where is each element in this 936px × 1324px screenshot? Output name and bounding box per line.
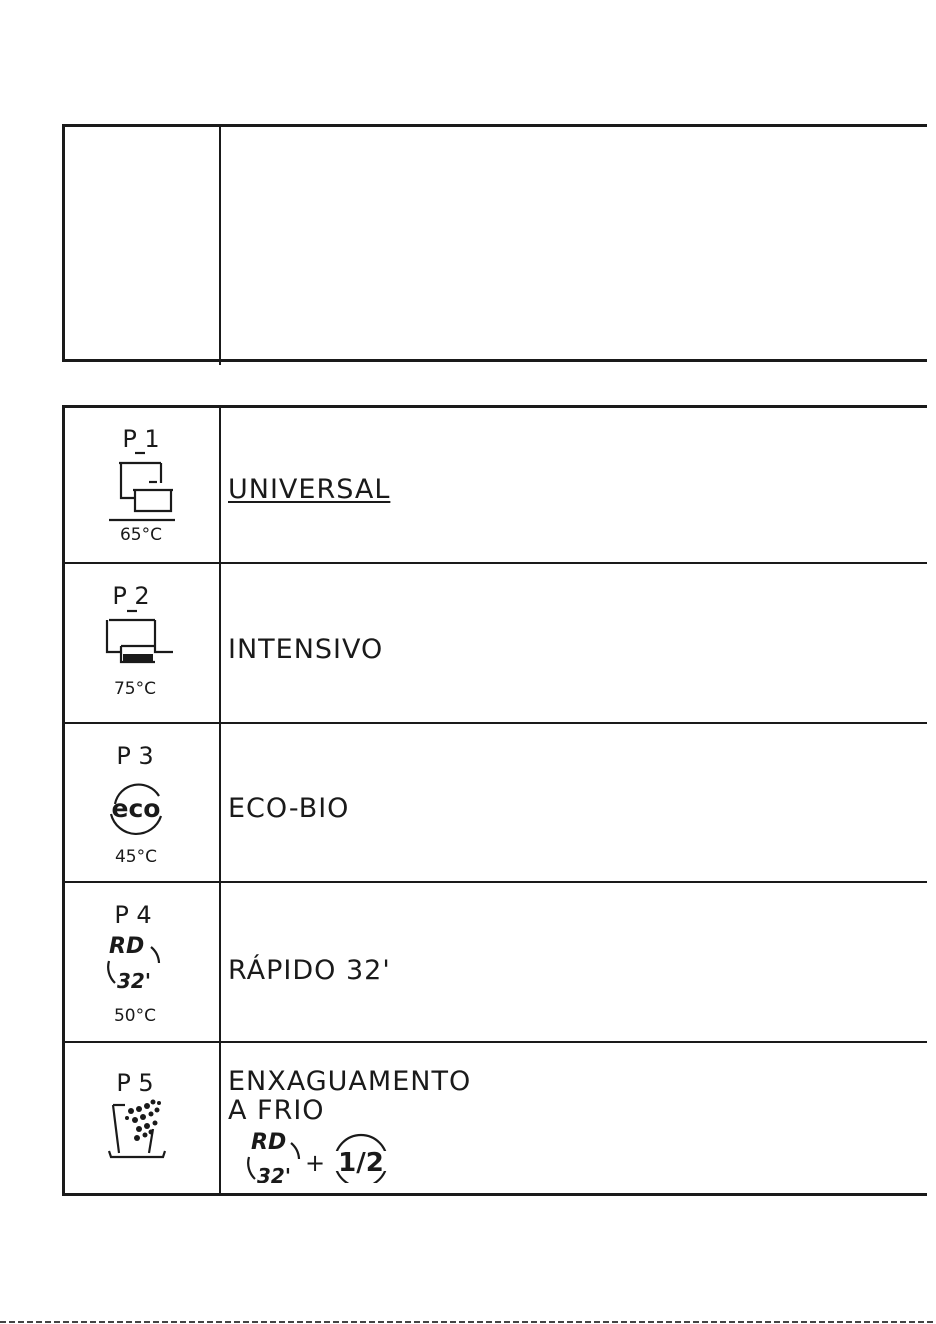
- program-table: [62, 405, 927, 1196]
- program-code: P 3: [116, 742, 154, 770]
- program-icon-cell: [65, 408, 219, 564]
- program-code: P 1: [122, 425, 160, 453]
- program-icon-cell: [65, 724, 219, 883]
- program-icon-cell: [65, 564, 219, 724]
- rapid-time: 32': [117, 969, 151, 993]
- program-name: INTENSIVO: [228, 634, 384, 665]
- program-icon-cell: [65, 883, 219, 1043]
- program-name-line1: ENXAGUAMENTO: [228, 1066, 472, 1097]
- column-divider: [219, 127, 221, 365]
- program-name: UNIVERSAL: [228, 474, 391, 505]
- program-name: [228, 1067, 471, 1125]
- eco-icon: [65, 724, 219, 883]
- rapid-icon: [65, 883, 219, 1043]
- rapid-label: RD: [109, 934, 145, 959]
- program-name: ECO-BIO: [228, 793, 350, 824]
- program-row-p1: [65, 408, 927, 564]
- program-icon-cell: [65, 1043, 219, 1196]
- rapid-label: RD: [251, 1130, 287, 1155]
- page-edge-dash: [0, 1321, 936, 1323]
- program-temp: 65°C: [119, 525, 163, 545]
- program-temp: 50°C: [113, 1006, 157, 1026]
- program-row-p3: [65, 724, 927, 883]
- header-table: [62, 124, 927, 362]
- program-row-p5: [65, 1043, 927, 1196]
- program-code: P 4: [114, 901, 152, 929]
- program-row-p4: [65, 883, 927, 1043]
- program-code: P 2: [112, 582, 150, 610]
- half-load-label: 1/2: [338, 1148, 384, 1178]
- rinse-glass-icon: [65, 1043, 219, 1196]
- program-row-p2: [65, 564, 927, 724]
- eco-text: eco: [111, 794, 161, 823]
- program-temp: 45°C: [114, 847, 158, 867]
- rapid-time: 32': [257, 1164, 291, 1183]
- program-name-line2: A FRIO: [228, 1095, 325, 1126]
- program-code: P 5: [116, 1069, 154, 1097]
- program-name: RÁPIDO 32': [228, 955, 391, 986]
- rapid-plus-half-icon: [243, 1123, 403, 1183]
- plus-sign: +: [304, 1149, 326, 1177]
- pots-icon: [65, 408, 219, 564]
- pot-intensive-icon: [65, 564, 219, 724]
- program-temp: 75°C: [113, 679, 157, 699]
